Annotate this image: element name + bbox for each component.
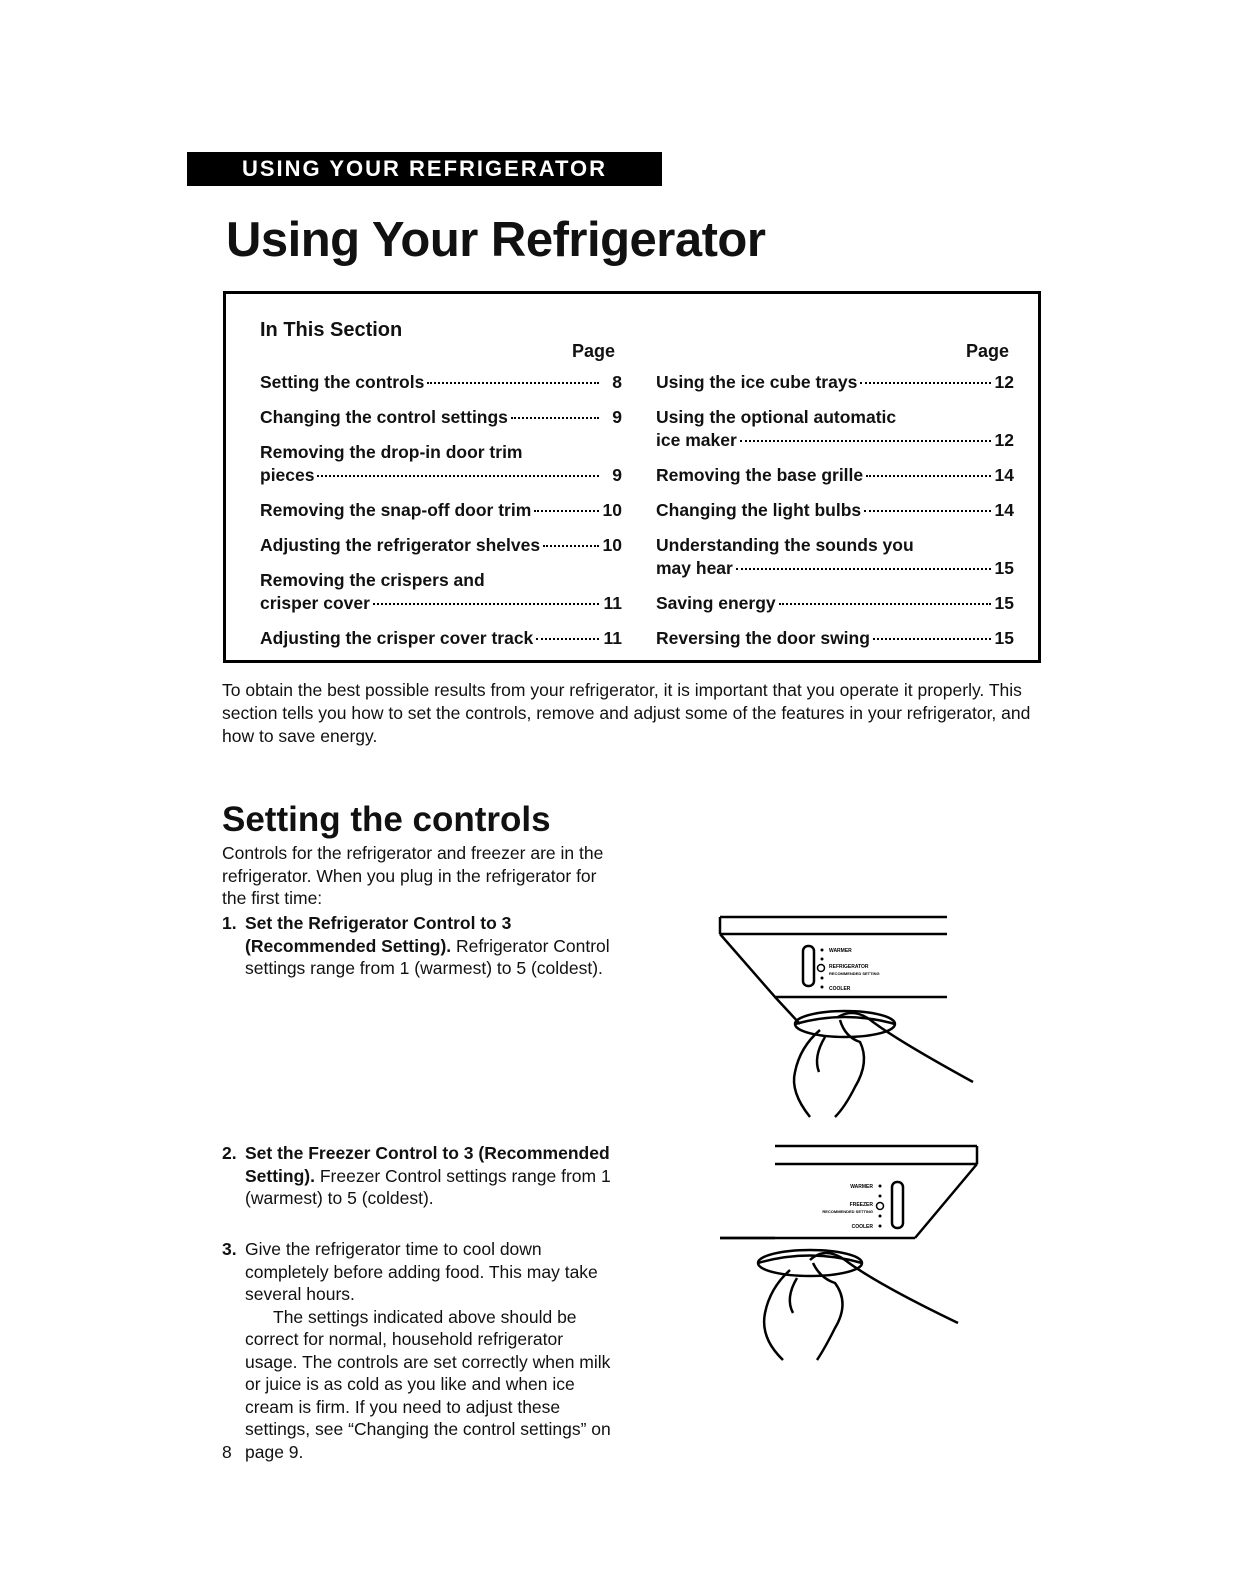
toc-entry-page: 10 — [602, 500, 622, 520]
intro-paragraph: To obtain the best possible results from your refrigerator, it is important that you operate it properly. This section tells you how to set the controls, remove and adjust some of the features in your refrigerator, and how to save energy. — [222, 680, 1031, 746]
step-detail: Give the refrigerator time to cool down completely before adding food. This may take several hours. — [245, 1239, 598, 1304]
freezer-control-illustration — [715, 1138, 980, 1368]
toc-entry-text: Understanding the sounds you — [656, 535, 914, 555]
fridge-warmer-label: WARMER — [829, 948, 852, 954]
step-3 — [222, 1238, 617, 1463]
toc-entry-page: 9 — [612, 465, 622, 485]
toc-entry[interactable] — [260, 406, 622, 429]
step-detail: Freezer Control settings range from 1 (warmest) to 5 (coldest). — [245, 1165, 611, 1208]
toc-page-label-left: Page — [572, 341, 616, 361]
toc-entry[interactable] — [656, 499, 1014, 522]
step-number: 2. — [222, 1143, 237, 1163]
freezer-name-label: FREEZER — [849, 1202, 873, 1208]
freezer-recommended-label: RECOMMENDED SETTING — [822, 1209, 873, 1214]
fridge-cooler-label: COOLER — [829, 986, 851, 992]
toc-entry-text: Adjusting the crisper cover track — [260, 628, 534, 648]
toc-left-column — [260, 371, 622, 662]
toc-entry[interactable] — [656, 406, 1014, 452]
toc-entry-text: Setting the controls — [260, 372, 425, 392]
toc-entry-page: 11 — [603, 628, 622, 648]
toc-entry-page: 8 — [612, 372, 622, 392]
toc-entry-page: 15 — [994, 593, 1014, 613]
toc-entry[interactable] — [260, 534, 622, 557]
section-heading: Setting the controls — [222, 800, 551, 839]
page-title: Using Your Refrigerator — [226, 213, 766, 267]
toc-right-column — [656, 371, 1014, 662]
toc-page-label-right: Page — [966, 341, 1010, 361]
toc-entry-text: may hear — [656, 558, 733, 578]
step-number: 1. — [222, 913, 237, 933]
toc-entry[interactable] — [656, 464, 1014, 487]
toc-entry-text: Using the ice cube trays — [656, 372, 858, 392]
refrigerator-control-illustration — [715, 912, 980, 1122]
section-body: Controls for the refrigerator and freezer are in the refrigerator. When you plug in the refrigerator for the first time: — [222, 843, 604, 908]
toc-entry-page: 15 — [994, 628, 1014, 648]
toc-entry-text: crisper cover — [260, 593, 370, 613]
toc-entry-page: 15 — [994, 558, 1014, 578]
toc-entry-page: 10 — [602, 535, 622, 555]
toc-entry[interactable] — [260, 499, 622, 522]
step-instruction: Set the Freezer Control to 3 (Recommended Setting). — [245, 1143, 610, 1186]
toc-heading: In This Section — [260, 319, 403, 341]
page-number: 8 — [222, 1442, 232, 1462]
step-detail: Refrigerator Control settings range from 1 (warmest) to 5 (coldest). — [245, 935, 610, 978]
toc-entry-text: ice maker — [656, 430, 737, 450]
toc-entry-text: Saving energy — [656, 593, 776, 613]
step-1 — [222, 912, 617, 980]
toc-entry-page: 14 — [994, 500, 1014, 520]
toc-entry[interactable] — [260, 627, 622, 650]
fridge-name-label: REFRIGERATOR — [829, 964, 869, 970]
step-2 — [222, 1142, 617, 1210]
toc-entry-page: 12 — [994, 430, 1014, 450]
toc-entry-text: Removing the crispers and — [260, 570, 485, 590]
freezer-warmer-label: WARMER — [850, 1184, 873, 1190]
in-this-section-box — [223, 291, 1041, 663]
toc-entry-text: pieces — [260, 465, 315, 485]
toc-entry[interactable] — [260, 371, 622, 394]
toc-entry-text: Removing the snap-off door trim — [260, 500, 532, 520]
step-note: The settings indicated above should be correct for normal, household refrigerator usage. The controls are set correctly when milk or juice is as cold as you like and when ice cream is firm. If you need to adjust these settings, see “Changing the control settings” on page 9. — [245, 1306, 611, 1462]
toc-entry-page: 9 — [612, 407, 622, 427]
toc-entry-text: Reversing the door swing — [656, 628, 870, 648]
toc-entry-text: Removing the drop-in door trim — [260, 442, 523, 462]
toc-entry-text: Removing the base grille — [656, 465, 864, 485]
toc-entry[interactable] — [656, 534, 1014, 580]
freezer-cooler-label: COOLER — [851, 1224, 873, 1230]
toc-entry[interactable] — [260, 569, 622, 615]
section-header-band: USING YOUR REFRIGERATOR — [187, 152, 662, 186]
toc-entry-page: 12 — [994, 372, 1014, 392]
fridge-recommended-label: RECOMMENDED SETTING — [829, 971, 880, 976]
toc-entry-text: Changing the control settings — [260, 407, 508, 427]
toc-entry-page: 11 — [603, 593, 622, 613]
toc-entry-text: Adjusting the refrigerator shelves — [260, 535, 541, 555]
toc-entry-text: Using the optional automatic — [656, 407, 897, 427]
toc-entry[interactable] — [656, 627, 1014, 650]
toc-entry-text: Changing the light bulbs — [656, 500, 862, 520]
toc-entry[interactable] — [260, 441, 622, 487]
toc-entry[interactable] — [656, 592, 1014, 615]
step-instruction: Set the Refrigerator Control to 3 (Recommended Setting). — [245, 913, 512, 956]
step-number: 3. — [222, 1239, 237, 1259]
toc-entry-page: 14 — [994, 465, 1014, 485]
toc-entry[interactable] — [656, 371, 1014, 394]
